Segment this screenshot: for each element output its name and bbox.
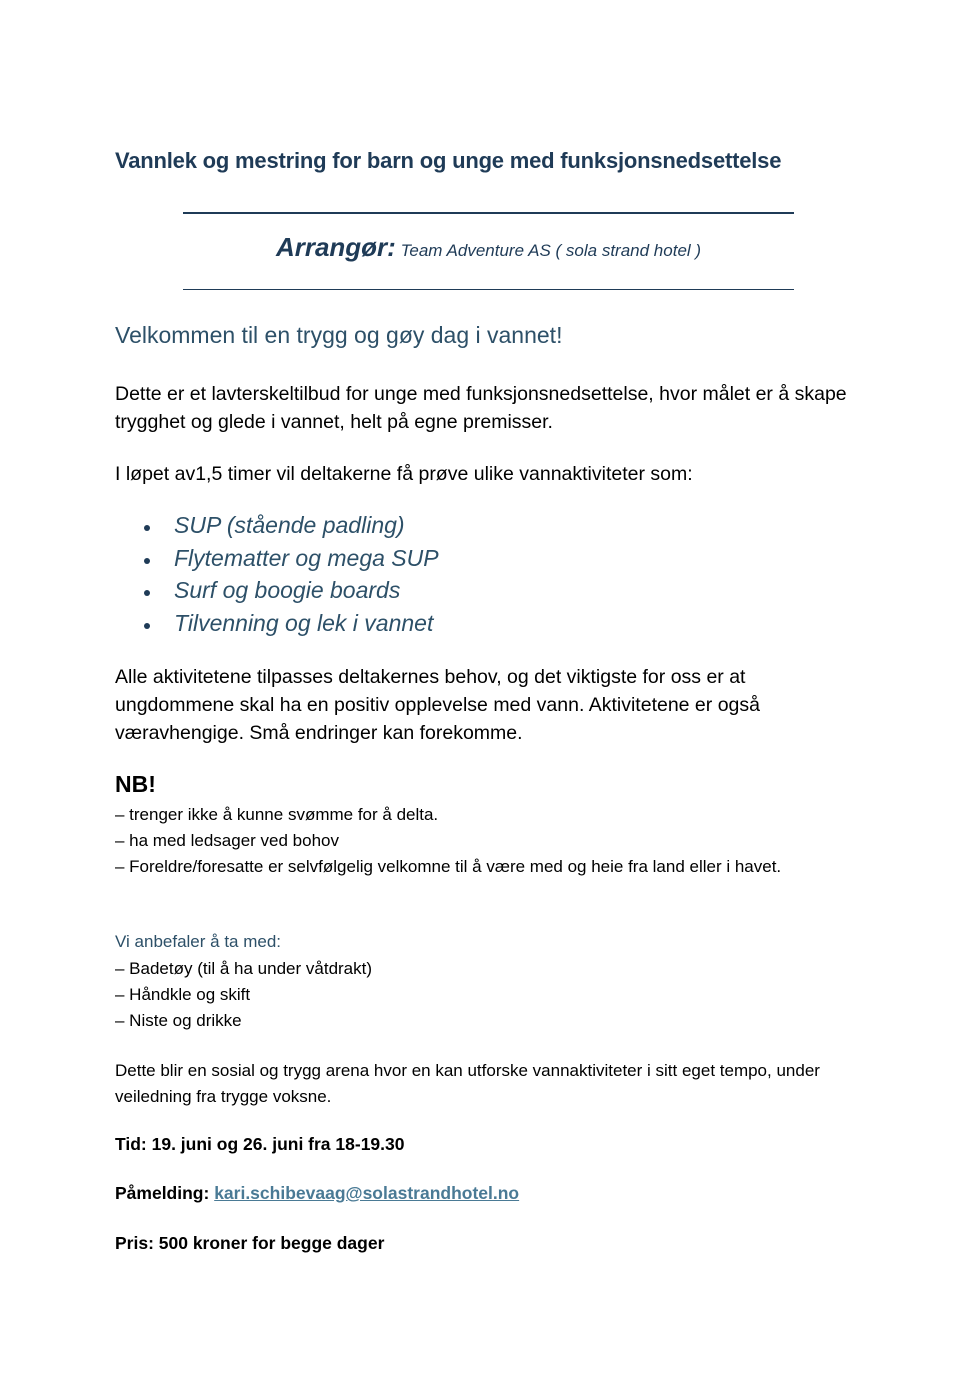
- arena-paragraph: Dette blir en sosial og trygg arena hvor en kan utforske vannaktiviteter i sitt eget tempo, under veiledning fra trygge voksne.: [115, 1061, 820, 1106]
- recommend-list: [115, 956, 863, 1034]
- bullet-icon: [144, 590, 150, 596]
- activities-intro: I løpet av1,5 timer vil deltakerne få prøve ulike vannaktiviteter som:: [115, 463, 693, 485]
- nb-heading: NB!: [115, 771, 156, 797]
- list-item: Flytematter og mega SUP: [115, 545, 439, 578]
- bottom-divider: [183, 289, 794, 290]
- intro-paragraph: Dette er et lavterskeltilbud for unge med funksjonsnedsettelse, hvor målet er å skape trygghet og glede i vannet, helt på egne premisser.: [115, 383, 847, 433]
- nb-line: – ha med ledsager ved bohov: [115, 831, 339, 850]
- page-title: Vannlek og mestring for barn og unge med funksjonsnedsettelse: [115, 148, 782, 173]
- signup-email-link[interactable]: kari.schibevaag@solastrandhotel.no: [214, 1183, 520, 1203]
- list-item: Surf og boogie boards: [115, 577, 439, 610]
- organizer-line: [183, 232, 794, 263]
- nb-line: – trenger ikke å kunne svømme for å delta.: [115, 805, 439, 824]
- nb-line: – Foreldre/foresatte er selvfølgelig velkomne til å være med og heie fra land eller i havet.: [115, 857, 782, 876]
- signup-label: Påmelding:: [115, 1183, 215, 1203]
- list-item: SUP (stående padling): [115, 512, 439, 545]
- adaptation-paragraph: Alle aktivitetene tilpasses deltakernes behov, og det viktigste for oss er at ungdommene skal ha en positiv opplevelse med vann. Aktivitetene er også væravhengige. Små endringer kan forekomme.: [115, 666, 760, 744]
- organizer-label: Arrangør:: [275, 232, 396, 262]
- recommend-line: – Niste og drikke: [115, 1011, 242, 1030]
- nb-list: [115, 802, 863, 880]
- bullet-icon: [144, 525, 150, 531]
- organizer-value: Team Adventure AS ( sola strand hotel ): [395, 241, 702, 260]
- time-line: Tid: 19. juni og 26. juni fra 18-19.30: [115, 1134, 405, 1154]
- signup-line: [115, 1183, 519, 1204]
- top-divider: [183, 212, 794, 214]
- activities-list: [115, 512, 439, 642]
- recommend-line: – Håndkle og skift: [115, 985, 251, 1004]
- list-item: Tilvenning og lek i vannet: [115, 610, 439, 643]
- price-line: Pris: 500 kroner for begge dager: [115, 1233, 385, 1253]
- bullet-icon: [144, 623, 150, 629]
- bullet-icon: [144, 558, 150, 564]
- recommend-heading: Vi anbefaler å ta med:: [115, 932, 282, 951]
- welcome-heading: Velkommen til en trygg og gøy dag i vannet!: [115, 322, 563, 348]
- recommend-line: – Badetøy (til å ha under våtdrakt): [115, 959, 373, 978]
